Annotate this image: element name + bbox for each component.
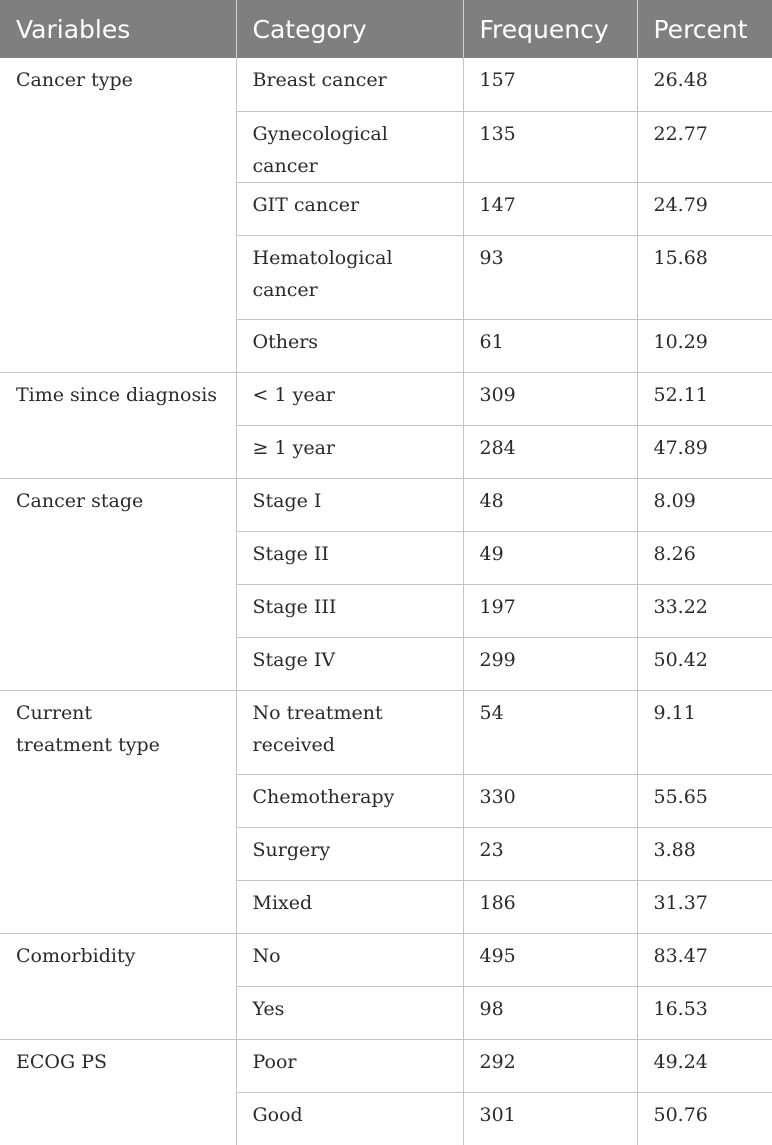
percent-value: 83.47	[653, 944, 708, 967]
percent-cell	[637, 986, 772, 1039]
variable-cell	[0, 58, 236, 372]
variable-label: Comorbidity	[16, 944, 136, 967]
frequency-value: 61	[479, 330, 504, 353]
table-row	[0, 1039, 772, 1092]
category-cell	[236, 531, 463, 584]
frequency-value: 147	[479, 193, 516, 216]
percent-value: 16.53	[653, 997, 708, 1020]
percent-cell	[637, 235, 772, 319]
category-cell	[236, 478, 463, 531]
category-cell	[236, 58, 463, 111]
variable-label: Cancer stage	[16, 489, 144, 512]
frequency-cell	[463, 880, 637, 933]
percent-value: 47.89	[653, 436, 708, 459]
table-header	[0, 0, 772, 58]
category-cell	[236, 637, 463, 690]
category-cell	[236, 111, 463, 182]
table-row	[0, 372, 772, 425]
category-cell	[236, 827, 463, 880]
category-label: Yes	[252, 997, 285, 1020]
frequency-cell	[463, 319, 637, 372]
frequency-value: 48	[479, 489, 504, 512]
frequency-value: 135	[479, 122, 516, 145]
frequency-cell	[463, 933, 637, 986]
frequency-cell	[463, 372, 637, 425]
percent-cell	[637, 111, 772, 182]
frequency-value: 309	[479, 383, 516, 406]
percent-cell	[637, 1039, 772, 1092]
frequency-cell	[463, 531, 637, 584]
category-label: No	[252, 944, 281, 967]
percent-cell	[637, 584, 772, 637]
variable-cell	[0, 1039, 236, 1145]
header-category: Category	[236, 0, 463, 58]
variable-cell	[0, 690, 236, 933]
category-label: < 1 year	[252, 383, 335, 406]
table-row	[0, 933, 772, 986]
percent-cell	[637, 531, 772, 584]
frequency-cell	[463, 425, 637, 478]
category-label: Stage IV	[252, 648, 336, 671]
percent-value: 49.24	[653, 1050, 708, 1073]
frequency-cell	[463, 774, 637, 827]
category-cell	[236, 372, 463, 425]
category-cell	[236, 584, 463, 637]
percent-cell	[637, 58, 772, 111]
variable-label: ECOG PS	[16, 1050, 108, 1073]
header-percent: Percent	[637, 0, 772, 58]
header-variables: Variables	[0, 0, 236, 58]
category-label: Gynecological cancer	[252, 122, 388, 177]
percent-cell	[637, 637, 772, 690]
category-label: Poor	[252, 1050, 297, 1073]
frequency-cell	[463, 1092, 637, 1145]
percent-cell	[637, 774, 772, 827]
category-label: Mixed	[252, 891, 313, 914]
variable-label: Cancer type	[16, 69, 133, 91]
percent-value: 9.11	[653, 701, 696, 724]
category-cell	[236, 1092, 463, 1145]
percent-cell	[637, 182, 772, 235]
percent-value: 31.37	[653, 891, 708, 914]
category-label: Stage I	[252, 489, 322, 512]
header-row	[0, 0, 772, 58]
frequency-cell	[463, 111, 637, 182]
frequency-value: 197	[479, 595, 516, 618]
category-cell	[236, 774, 463, 827]
category-label: Hematological cancer	[252, 246, 393, 301]
variable-cell	[0, 933, 236, 1039]
percent-value: 3.88	[653, 838, 696, 861]
percent-value: 50.76	[653, 1103, 708, 1126]
percent-cell	[637, 933, 772, 986]
category-label: No treatment received	[252, 701, 383, 756]
category-label: Breast cancer	[252, 69, 387, 91]
category-cell	[236, 1039, 463, 1092]
variable-cell	[0, 372, 236, 478]
frequency-cell	[463, 58, 637, 111]
frequency-value: 23	[479, 838, 504, 861]
category-label: Good	[252, 1103, 303, 1126]
category-cell	[236, 933, 463, 986]
frequency-cell	[463, 986, 637, 1039]
header-frequency: Frequency	[463, 0, 637, 58]
percent-cell	[637, 425, 772, 478]
category-cell	[236, 235, 463, 319]
category-label: Others	[252, 330, 319, 353]
percent-value: 24.79	[653, 193, 708, 216]
percent-cell	[637, 1092, 772, 1145]
frequency-value: 301	[479, 1103, 516, 1126]
percent-value: 52.11	[653, 383, 708, 406]
frequency-value: 292	[479, 1050, 516, 1073]
frequency-value: 284	[479, 436, 516, 459]
percent-value: 33.22	[653, 595, 708, 618]
frequency-value: 98	[479, 997, 504, 1020]
frequency-cell	[463, 637, 637, 690]
category-label: Chemotherapy	[252, 785, 395, 808]
percent-cell	[637, 880, 772, 933]
frequency-value: 93	[479, 246, 504, 269]
table-body	[0, 58, 772, 1145]
frequency-cell	[463, 690, 637, 774]
percent-cell	[637, 827, 772, 880]
category-cell	[236, 880, 463, 933]
percent-value: 55.65	[653, 785, 708, 808]
category-cell	[236, 425, 463, 478]
category-cell	[236, 690, 463, 774]
frequency-cell	[463, 235, 637, 319]
table-row	[0, 478, 772, 531]
percent-cell	[637, 372, 772, 425]
frequency-cell	[463, 584, 637, 637]
frequency-value: 495	[479, 944, 516, 967]
frequency-value: 186	[479, 891, 516, 914]
frequency-cell	[463, 1039, 637, 1092]
percent-value: 8.09	[653, 489, 696, 512]
variable-label: Time since diagnosis	[16, 383, 218, 406]
category-label: GIT cancer	[252, 193, 360, 216]
frequency-value: 49	[479, 542, 504, 565]
frequency-value: 330	[479, 785, 516, 808]
percent-value: 26.48	[653, 69, 708, 91]
percent-cell	[637, 319, 772, 372]
variable-cell	[0, 478, 236, 690]
percent-value: 15.68	[653, 246, 708, 269]
frequency-value: 157	[479, 69, 516, 91]
percent-value: 10.29	[653, 330, 708, 353]
category-cell	[236, 182, 463, 235]
percent-cell	[637, 478, 772, 531]
table-row	[0, 58, 772, 111]
percent-cell	[637, 690, 772, 774]
category-label: Surgery	[252, 838, 331, 861]
category-cell	[236, 319, 463, 372]
variable-label: Current treatment type	[16, 701, 160, 756]
frequency-value: 54	[479, 701, 504, 724]
table-row	[0, 690, 772, 774]
frequency-cell	[463, 478, 637, 531]
category-label: Stage II	[252, 542, 329, 565]
frequency-cell	[463, 182, 637, 235]
frequency-cell	[463, 827, 637, 880]
frequency-value: 299	[479, 648, 516, 671]
category-cell	[236, 986, 463, 1039]
category-label: Stage III	[252, 595, 337, 618]
percent-value: 50.42	[653, 648, 708, 671]
percent-value: 22.77	[653, 122, 708, 145]
category-label: ≥ 1 year	[252, 436, 335, 459]
percent-value: 8.26	[653, 542, 696, 565]
